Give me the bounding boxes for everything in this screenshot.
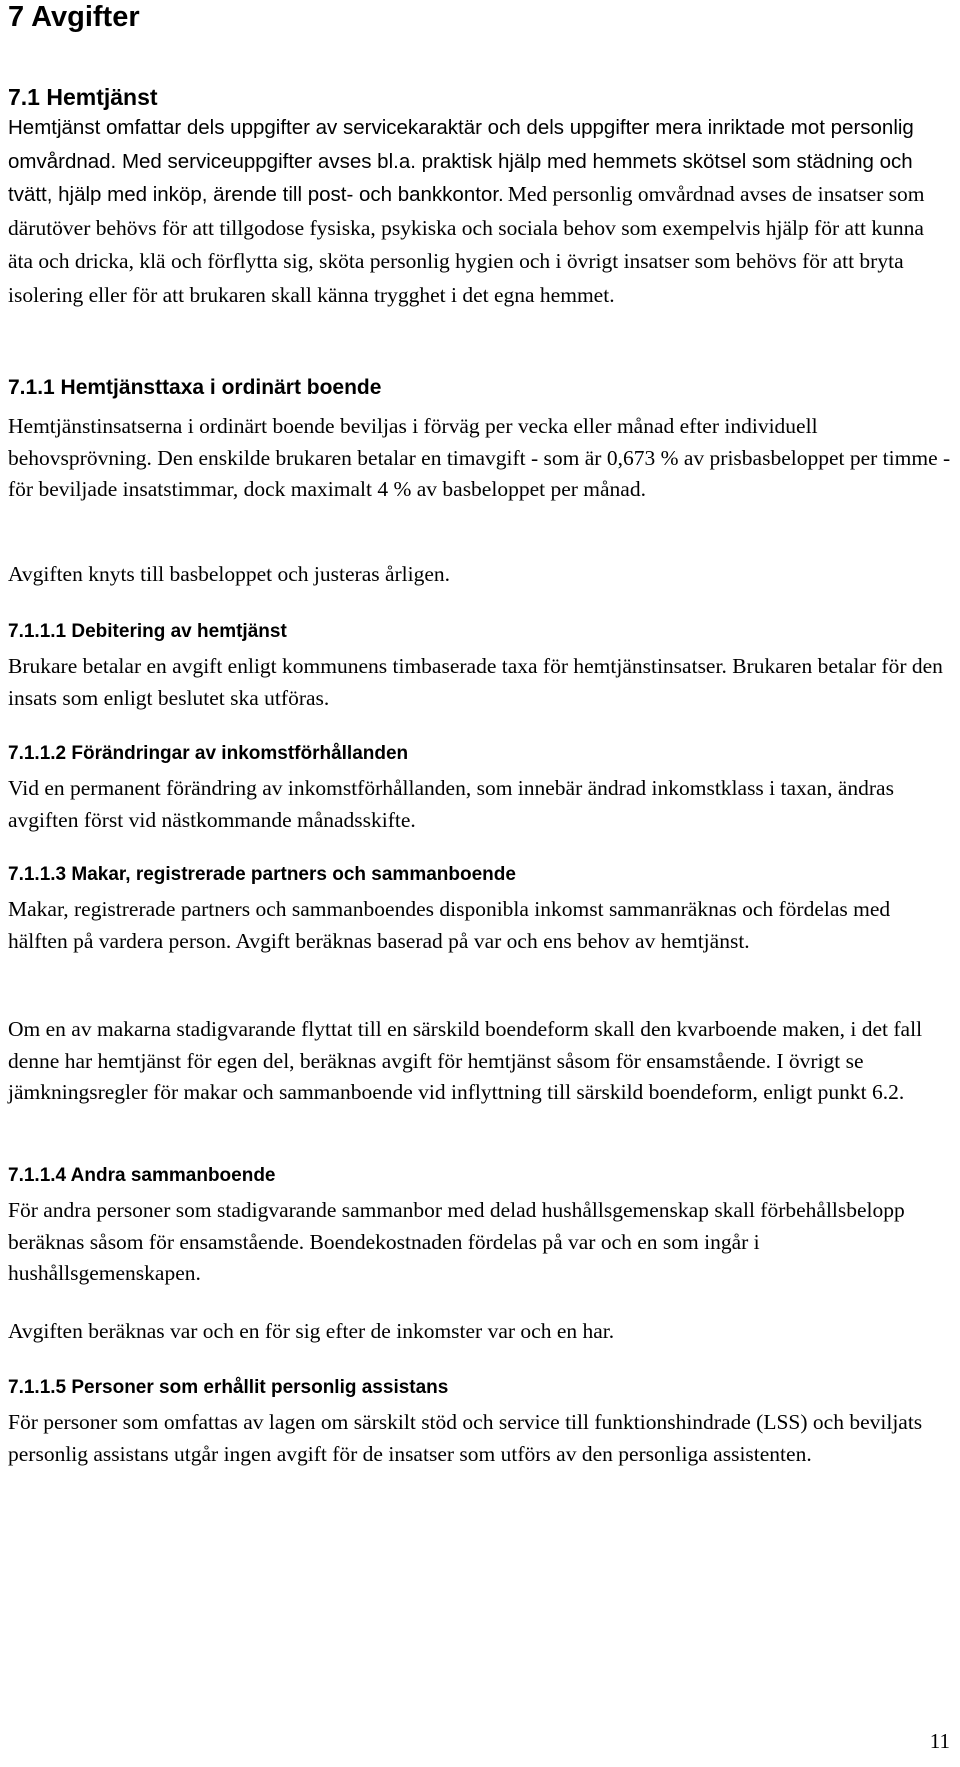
intro-sans-text: Hemtjänst omfattar dels uppgifter av servicekaraktär och dels uppgifter mera inriktade mot personlig omvårdnad. Med serviceuppgifter avses bl.a. praktisk hjälp med hemmets skötsel som städning och tvätt, hjälp med inköp, ärende till post- och bankkontor. xyxy=(8,116,914,207)
item-title-andra-sammanboende: 7.1.1.4 Andra sammanboende xyxy=(8,1165,276,1186)
subsection-title: 7.1.1 Hemtjänsttaxa i ordinärt boende xyxy=(8,376,382,399)
item-title-forandringar: 7.1.1.2 Förändringar av inkomstförhållanden xyxy=(8,743,409,764)
section-intro-paragraph xyxy=(8,112,952,314)
page-number: 11 xyxy=(929,1729,950,1753)
subsection-paragraph-1: Hemtjänstinsatserna i ordinärt boende beviljas i förväg per vecka eller månad efter individuell behovsprövning. Den enskilde brukaren betalar en timavgift - som är 0,673 % av prisbasbeloppet per timme - för beviljade insatstimmar, dock maximalt 4 % av basbeloppet per månad. xyxy=(8,414,951,502)
item-paragraph-andra-2: Avgiften beräknas var och en för sig efter de inkomster var och en har. xyxy=(8,1319,615,1343)
item-title-makar: 7.1.1.3 Makar, registrerade partners och sammanboende xyxy=(8,864,516,885)
item-title-assistans: 7.1.1.5 Personer som erhållit personlig assistans xyxy=(8,1377,449,1398)
section-title: 7.1 Hemtjänst xyxy=(8,84,158,110)
item-paragraph-forandringar: Vid en permanent förändring av inkomstförhållanden, som innebär ändrad inkomstklass i taxan, ändras avgiften först vid nästkommande månadsskifte. xyxy=(8,776,894,832)
intro-serif-text: Med personlig omvårdnad avses de insatser som därutöver behövs för att tillgodose fysiska, psykiska och sociala behov som exempelvis hjälp för att kunna äta och dricka, klä och förflytta sig, sköta personlig hygien och i övrigt insatser som behövs för att bryta isolering eller för att brukaren skall känna trygghet i det egna hemmet. xyxy=(8,182,925,307)
subsection-paragraph-2: Avgiften knyts till basbeloppet och justeras årligen. xyxy=(8,562,451,586)
item-paragraph-makar-2: Om en av makarna stadigvarande flyttat till en särskild boendeform skall den kvarboende maken, i det fall denne har hemtjänst för egen del, beräknas avgift för hemtjänst såsom för ensamstående. I övrigt se jämkningsregler för makar och sammanboende vid inflyttning till särskild boendeform, enligt punkt 6.2. xyxy=(8,1017,923,1105)
item-paragraph-debitering: Brukare betalar en avgift enligt kommunens timbaserade taxa för hemtjänstinsatser. Brukaren betalar för den insats som enligt beslutet ska utföras. xyxy=(8,654,943,710)
chapter-title: 7 Avgifter xyxy=(8,1,140,33)
item-paragraph-makar-1: Makar, registrerade partners och sammanboendes disponibla inkomst sammanräknas och fördelas med hälften på vardera person. Avgift beräknas baserad på var och ens behov av hemtjänst. xyxy=(8,897,891,953)
item-paragraph-andra-1: För andra personer som stadigvarande sammanbor med delad hushållsgemenskap skall förbehållsbelopp beräknas såsom för ensamstående. Boendekostnaden fördelas på var och en som ingår i hushållsgemenskapen. xyxy=(8,1198,905,1286)
item-title-debitering: 7.1.1.1 Debitering av hemtjänst xyxy=(8,621,287,642)
item-paragraph-assistans: För personer som omfattas av lagen om särskilt stöd och service till funktionshindrade (LSS) och beviljats personlig assistans utgår ingen avgift för de insatser som utförs av den personliga assistenten. xyxy=(8,1410,923,1466)
